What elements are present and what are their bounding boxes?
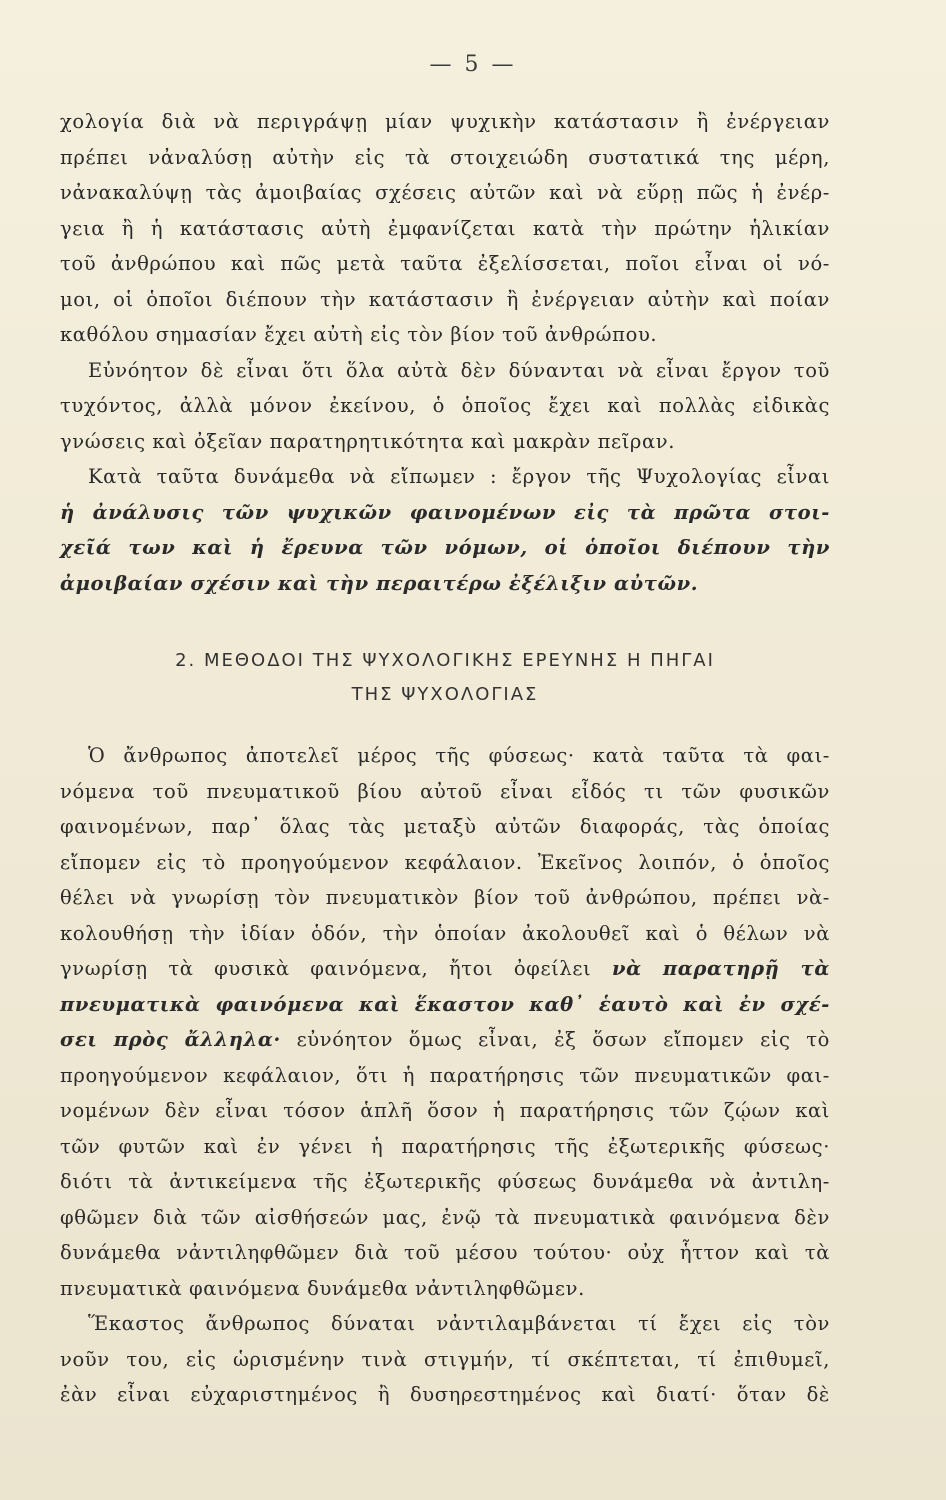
- section-heading-continued: ΤΗΣ ΨΥΧΟΛΟΓΙΑΣ: [351, 684, 539, 705]
- emphasized-span: σει πρὸς ἄλληλα·: [60, 1028, 281, 1051]
- text-line-mixed: [60, 1022, 830, 1058]
- text-line: γεια ἢ ἡ κατάστασις αὐτὴ ἐμφανίζεται κατὰ τὴν πρώτην ἡλικίαν: [60, 216, 830, 240]
- emphasized-line: ἀμοιβαίαν σχέσιν καὶ τὴν περαιτέρω ἐξέλιξιν αὐτῶν.: [60, 571, 699, 595]
- text-line: νἀνακαλύψῃ τὰς ἀμοιβαίας σχέσεις αὐτῶν καὶ νὰ εὕρῃ πῶς ἡ ἐνέρ-: [60, 181, 830, 204]
- section2-paragraphs: [60, 738, 830, 1413]
- text-line-mixed: [60, 951, 830, 987]
- text-line: κολουθήσῃ τὴν ἰδίαν ὁδόν, τὴν ὁποίαν ἀκολουθεῖ καὶ ὁ θέλων νὰ: [60, 921, 830, 945]
- text-line: τῶν φυτῶν καὶ ἐν γένει ἡ παρατήρησις τῆς ἐξωτερικῆς φύσεως·: [60, 1134, 830, 1158]
- text-line: πρέπει νἀναλύσῃ αὐτὴν εἰς τὰ στοιχειώδη συστατικά της μέρη,: [60, 145, 830, 169]
- text-line: τυχόντος, ἀλλὰ μόνον ἐκείνου, ὁ ὁποῖος ἔχει καὶ πολλὰς εἰδικὰς: [60, 394, 830, 417]
- text-line: θέλει νὰ γνωρίσῃ τὸν πνευματικὸν βίον τοῦ ἀνθρώπου, πρέπει νὰ-: [60, 886, 830, 909]
- text-line: Ὁ ἄνθρωπος ἀποτελεῖ μέρος τῆς φύσεως· κατὰ ταῦτα τὰ φαι-: [88, 744, 830, 767]
- section1-paragraphs: [60, 104, 830, 601]
- text-line: καθόλου σημασίαν ἔχει αὐτὴ εἰς τὸν βίον τοῦ ἀνθρώπου.: [60, 323, 658, 346]
- section-heading: 2. ΜΕΘΟΔΟΙ ΤΗΣ ΨΥΧΟΛΟΓΙΚΗΣ ΕΡΕΥΝΗΣ Η ΠΗΓΑΙ: [175, 650, 715, 671]
- text-span: εὐνόητον ὅμως εἶναι, ἐξ ὅσων εἴπομεν εἰς τὸ: [296, 1028, 831, 1051]
- text-line: χολογία διὰ νὰ περιγράψῃ μίαν ψυχικὴν κατάστασιν ἢ ἐνέργειαν: [60, 110, 830, 133]
- emphasized-line: χεῖά των καὶ ἡ ἔρευνα τῶν νόμων, οἱ ὁποῖοι διέπουν τὴν: [60, 536, 830, 559]
- emphasized-line: πνευματικὰ φαινόμενα καὶ ἕκαστον καθ᾿ ἑαυτὸ καὶ ἐν σχέ-: [60, 992, 830, 1016]
- text-line: δυνάμεθα νἀντιληφθῶμεν διὰ τοῦ μέσου τούτου· οὐχ ἧττον καὶ τὰ: [60, 1241, 830, 1264]
- text-line: προηγούμενον κεφάλαιον, ὅτι ἡ παρατήρησις τῶν πνευματικῶν φαι-: [60, 1063, 830, 1087]
- text-line: Εὐνόητον δὲ εἶναι ὅτι ὅλα αὐτὰ δὲν δύνανται νὰ εἶναι ἔργον τοῦ: [88, 358, 830, 382]
- emphasized-span: νὰ παρατηρῇ τὰ: [611, 957, 830, 980]
- text-span: γνωρίσῃ τὰ φυσικὰ φαινόμενα, ἤτοι ὀφείλει: [60, 957, 592, 980]
- text-line: φθῶμεν διὰ τῶν αἰσθήσεών μας, ἐνῷ τὰ πνευματικὰ φαινόμενα δὲν: [60, 1205, 830, 1229]
- text-line: ἐὰν εἶναι εὐχαριστημένος ἢ δυσηρεστημένος καὶ διατί· ὅταν δὲ: [60, 1383, 830, 1406]
- emphasized-line: ἡ ἀνάλυσις τῶν ψυχικῶν φαινομένων εἰς τὰ πρῶτα στοι-: [60, 500, 830, 524]
- text-line: νοῦν του, εἰς ὡρισμένην τινὰ στιγμήν, τί σκέπτεται, τί ἐπιθυμεῖ,: [60, 1347, 830, 1371]
- text-line: φαινομένων, παρ᾿ ὅλας τὰς μεταξὺ αὐτῶν διαφοράς, τὰς ὁποίας: [60, 815, 830, 838]
- page-number: — 5 —: [429, 52, 517, 77]
- text-line: Κατὰ ταῦτα δυνάμεθα νὰ εἴπωμεν : ἔργον τῆς Ψυχολογίας εἶναι: [88, 465, 830, 488]
- text-line: διότι τὰ ἀντικείμενα τῆς ἐξωτερικῆς φύσεως δυνάμεθα νὰ ἀντιλη-: [60, 1170, 830, 1193]
- text-line: γνώσεις καὶ ὀξεῖαν παρατηρητικότητα καὶ μακρὰν πεῖραν.: [60, 429, 676, 453]
- text-line: τοῦ ἀνθρώπου καὶ πῶς μετὰ ταῦτα ἐξελίσσεται, ποῖοι εἶναι οἱ νό-: [60, 252, 830, 275]
- text-line: Ἕκαστος ἄνθρωπος δύναται νἀντιλαμβάνεται τί ἔχει εἰς τὸν: [88, 1312, 830, 1335]
- text-line: μοι, οἱ ὁποῖοι διέπουν τὴν κατάστασιν ἢ ἐνέργειαν αὐτὴν καὶ ποίαν: [60, 287, 830, 311]
- text-line: νόμενα τοῦ πνευματικοῦ βίου αὐτοῦ εἶναι εἶδός τι τῶν φυσικῶν: [60, 779, 830, 803]
- text-line: νομένων δὲν εἶναι τόσον ἁπλῆ ὅσον ἡ παρατήρησις τῶν ζῴων καὶ: [60, 1099, 830, 1122]
- text-line: εἴπομεν εἰς τὸ προηγούμενον κεφάλαιον. Ἐκεῖνος λοιπόν, ὁ ὁποῖος: [60, 850, 830, 874]
- text-line: πνευματικὰ φαινόμενα δυνάμεθα νἀντιληφθῶμεν.: [60, 1276, 585, 1300]
